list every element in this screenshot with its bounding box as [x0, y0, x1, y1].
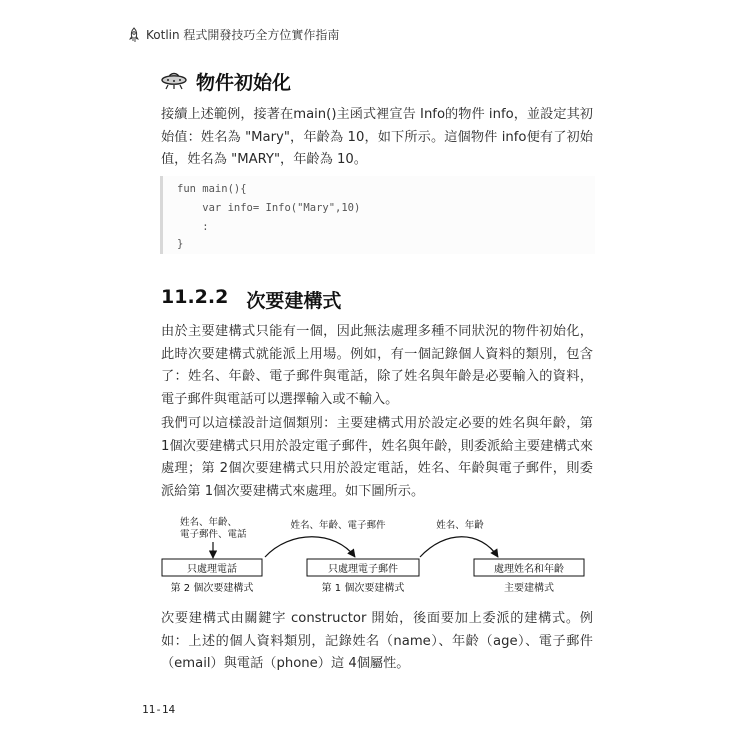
diagram-arrow-2: [420, 537, 498, 557]
constructor-delegation-diagram: [160, 512, 600, 602]
section-title-text: 物件初始化: [196, 72, 292, 94]
diagram-box-1-label: 只處理電話: [187, 564, 237, 575]
rocket-icon: [128, 27, 140, 43]
paragraph-2: 由於主要建構式只能有一個，因此無法處理多種不同狀況的物件初始化，此時次要建構式就能派上用場。例如，有一個記錄個人資料的類別，包含了：姓名、年齡、電子郵件與電話，除了姓名與年齡是必要輸入的資料，電子郵件與電話可以選擇輸入或不輸入。: [161, 324, 593, 407]
diagram-caption-2: 第 1 個次要建構式: [321, 583, 405, 594]
diagram-arrow-1-label: 姓名、年齡、電子郵件: [290, 520, 386, 531]
subsection-heading: [161, 286, 341, 313]
running-header: [128, 26, 339, 43]
ufo-icon: [160, 68, 188, 95]
diagram-input-label-2: 電子郵件、電話: [180, 529, 247, 540]
book-title: Kotlin 程式開發技巧全方位實作指南: [146, 28, 340, 42]
paragraph-3: 我們可以這樣設計這個類別：主要建構式用於設定必要的姓名與年齡，第 1個次要建構式只用於設定電子郵件，姓名與年齡，則委派給主要建構式來處理；第 2個次要建構式只用於設定電話，姓名、年齡與電子郵件，則委派給第 1個次要建構式來處理。如下圖所示。: [161, 416, 593, 499]
diagram-arrow-2-label: 姓名、年齡: [436, 520, 484, 531]
diagram-arrow-1: [265, 537, 355, 557]
diagram-caption-1: 第 2 個次要建構式: [170, 583, 254, 594]
page-number: 11-14: [142, 703, 176, 716]
paragraph-1: 接續上述範例，接著在main()主函式裡宣告 Info的物件 info，並設定其初始值：姓名為 "Mary"，年齡為 10，如下所示。這個物件 info便有了初始值，姓名為 "MARY"，年齡為 10。: [161, 107, 593, 167]
section-title: [160, 68, 291, 95]
paragraph-4: 次要建構式由關鍵字 constructor 開始，後面要加上委派的建構式。例如：上述的個人資料類別，記錄姓名（name）、年齡（age）、電子郵件（email）與電話（phone）這 4個屬性。: [161, 611, 593, 671]
code-line-3: :: [177, 221, 209, 233]
code-line-1: fun main(){: [177, 183, 247, 195]
subsection-title: 次要建構式: [246, 290, 342, 312]
diagram-box-3-label: 處理姓名和年齡: [494, 564, 564, 575]
code-line-4: }: [177, 238, 184, 250]
subsection-number: 11.2.2: [161, 286, 229, 308]
code-block: [160, 176, 595, 254]
diagram-box-2-label: 只處理電子郵件: [328, 564, 398, 575]
diagram-input-label-1: 姓名、年齡、: [180, 517, 238, 528]
code-line-2: var info= Info("Mary",10): [177, 202, 361, 214]
diagram-caption-3: 主要建構式: [504, 583, 554, 594]
